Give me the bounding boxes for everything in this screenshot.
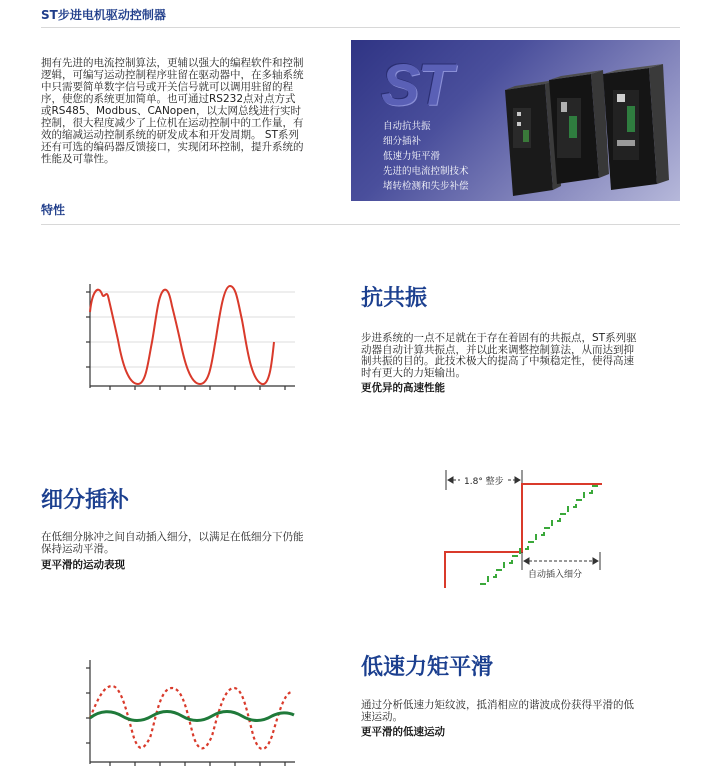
driver-unit-right (603, 64, 669, 190)
product-banner (351, 40, 680, 201)
banner-item: 自动抗共振 (383, 121, 431, 132)
header-divider (41, 27, 680, 28)
desc-line: 通过分析低速力矩纹波，抵消相应的谐波成份获得平滑的低 (361, 699, 634, 711)
intro-line: 还有可选的编码器反馈接口，实现闭环控制，提升系统的 (41, 141, 304, 153)
feature-sub-anti-resonance: 更优异的高速性能 (361, 382, 445, 394)
torque-ripple-chart (80, 658, 300, 768)
auto-interpolation-label: 自动插入细分 (528, 570, 583, 580)
feature-heading-anti-resonance: 抗共振 (361, 286, 428, 311)
feature-sub-torque-smoothing: 更平滑的低速运动 (361, 726, 445, 738)
feature-heading-microstep: 细分插补 (41, 488, 130, 513)
page-title: ST步进电机驱动控制器 (41, 8, 166, 22)
intro-line: 逻辑，可编写运动控制程序驻留在驱动器中，在多轴系统 (41, 69, 304, 81)
features-title: 特性 (41, 203, 66, 217)
desc-line: 速运动。 (361, 710, 403, 723)
banner-feature-list (383, 119, 469, 194)
intro-line: 性能及可靠性。 (41, 153, 115, 165)
driver-unit-middle (549, 70, 609, 184)
full-step-label: 1.8° 整步 (464, 477, 504, 487)
intro-paragraph (41, 57, 341, 165)
banner-item: 细分插补 (383, 136, 422, 147)
feature-desc-anti-resonance (361, 333, 681, 379)
intro-line: 效的缩减运动控制系统的研发成本和开发周期。 ST系列 (41, 129, 299, 141)
intro-line: 控制，很大程度减少了上位机在运动控制中的工作量，有 (41, 117, 304, 129)
desc-line: 在低细分脉冲之间自动插入细分，以满足在低细分下仍能 (41, 531, 304, 543)
intro-line: 中只需要简单数字信号或开关信号就可以调用驻留的程 (41, 81, 293, 93)
intro-line: 序，使您的系统更加简单。也可通过RS232点对点方式 (41, 93, 296, 105)
feature-sub-microstep: 更平滑的运动表现 (41, 559, 125, 571)
feature-desc-torque-smoothing (361, 700, 681, 723)
resonance-curve (90, 286, 274, 384)
desc-line: 动器自动计算共振点，并以此来调整控制算法，从而达到抑 (361, 343, 634, 356)
resonance-waveform-chart (80, 282, 300, 392)
desc-line: 制共振的目的。此技术极大的提高了中频稳定性，使得高速 (361, 355, 634, 367)
banner-item: 先进的电流控制技术 (383, 166, 469, 177)
intro-line: 拥有先进的电流控制算法，更辅以强大的编程软件和控制 (41, 57, 304, 69)
desc-line: 时有更大的力矩输出。 (361, 366, 466, 379)
desc-line: 保持运动平滑。 (41, 542, 115, 555)
banner-item: 低速力矩平滑 (383, 151, 441, 162)
intro-line: 或RS485、Modbus、CANopen，以太网总线进行实时 (41, 105, 302, 117)
feature-heading-torque-smoothing: 低速力矩平滑 (361, 655, 494, 680)
banner-item: 堵转检测和失步补偿 (383, 181, 469, 192)
microstep-diagram (440, 466, 610, 590)
ripple-curve (90, 686, 292, 749)
desc-line: 步进系统的一点不足就在于存在着固有的共振点，ST系列驱 (361, 332, 637, 344)
banner-logo: ST (381, 53, 452, 118)
features-divider (41, 224, 680, 225)
smoothed-curve (90, 712, 294, 721)
feature-desc-microstep (41, 532, 351, 555)
driver-products-image (499, 50, 679, 198)
